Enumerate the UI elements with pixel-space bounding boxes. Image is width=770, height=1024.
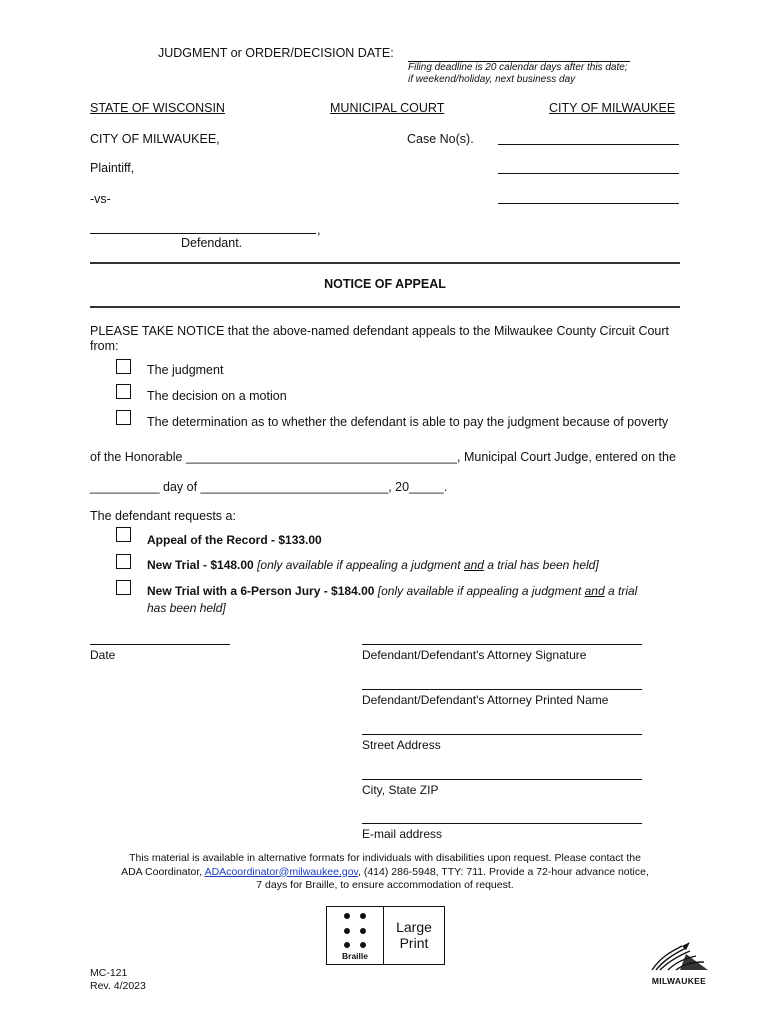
accessibility-notice [60, 852, 710, 893]
record-checkbox[interactable] [116, 527, 131, 542]
street-address-label: Street Address [362, 738, 441, 752]
city-state-zip-label: City, State ZIP [362, 783, 439, 797]
email-label: E-mail address [362, 827, 443, 841]
braille-dot-icon [360, 913, 366, 919]
city-state-zip-field[interactable] [362, 779, 642, 797]
braille-dot-icon [344, 942, 350, 948]
jury-note-b: a trial [607, 584, 638, 598]
option-record: Appeal of the Record - $133.00 [147, 533, 322, 547]
jury-and: and [584, 584, 605, 598]
option-judgment: The judgment [147, 363, 224, 377]
ada-email-link[interactable]: ADAcoordinator@milwaukee.gov [204, 865, 359, 878]
form-id: MC-121 [90, 967, 128, 979]
jury-note-a: [only available if appealing a judgment [377, 584, 582, 598]
bottom-divider [90, 306, 680, 308]
date-label: Date [90, 648, 116, 662]
date-label: JUDGMENT or ORDER/DECISION DATE: [158, 46, 394, 60]
case-number-field-2[interactable] [498, 161, 679, 174]
large-print-label-2: Print [399, 935, 429, 951]
logo-wordmark: MILWAUKEE [651, 976, 707, 986]
state-label: STATE OF WISCONSIN [90, 101, 225, 115]
top-divider [90, 262, 680, 264]
case-number-field-1[interactable] [498, 132, 679, 145]
new-trial-and: and [463, 558, 484, 572]
printed-name-label: Defendant/Defendant's Attorney Printed Name [362, 693, 609, 707]
accessibility-line-3: 7 days for Braille, to ensure accommodation of request. [256, 879, 514, 891]
defendant-comma: , [317, 223, 321, 237]
motion-checkbox[interactable] [116, 384, 131, 399]
new-trial-note-b: a trial has been held] [487, 558, 599, 572]
jury-note-c: has been held] [147, 601, 226, 615]
braille-dot-icon [360, 928, 366, 934]
ada-coordinator-label: ADA Coordinator, [121, 865, 205, 878]
large-print-panel [384, 919, 444, 951]
accessibility-line-2 [60, 866, 710, 880]
option-poverty: The determination as to whether the defendant is able to pay the judgment because of poverty [147, 415, 669, 429]
option-motion: The decision on a motion [147, 389, 287, 403]
case-no-label: Case No(s). [407, 132, 474, 146]
honorable-line[interactable]: of the Honorable _______________________________________, Municipal Court Judge, entered on the [90, 450, 676, 464]
defendant-name-field[interactable] [90, 221, 316, 234]
vs-label: -vs- [90, 192, 111, 206]
deadline-note-1: Filing deadline is 20 calendar days after this date; [408, 62, 628, 73]
email-field[interactable] [362, 823, 642, 841]
judgment-date-field[interactable] [408, 48, 630, 62]
printed-name-field[interactable] [362, 689, 642, 707]
large-print-label-1: Large [396, 919, 432, 935]
jury-trial-label: New Trial with a 6-Person Jury - $184.00 [147, 584, 375, 598]
braille-dot-icon [360, 942, 366, 948]
deadline-note-2: if weekend/holiday, next business day [408, 74, 576, 85]
braille-dot-icon [344, 913, 350, 919]
case-number-field-3[interactable] [498, 191, 679, 204]
braille-dot-icon [344, 928, 350, 934]
form-revision: Rev. 4/2023 [90, 980, 146, 992]
accessibility-line-1: This material is available in alternative formats for individuals with disabilities upon request. Please contact the [129, 852, 641, 864]
new-trial-checkbox[interactable] [116, 554, 131, 569]
braille-label: Braille [342, 951, 368, 961]
milwaukee-logo-icon [646, 940, 712, 976]
jury-trial-checkbox[interactable] [116, 580, 131, 595]
ada-contact-details: , (414) 286-5948, TTY: 711. Provide a 72-hour advance notice, [358, 865, 649, 878]
new-trial-label: New Trial - $148.00 [147, 558, 254, 572]
option-jury-trial [147, 584, 637, 598]
notice-intro: PLEASE TAKE NOTICE that the above-named defendant appeals to the Milwaukee County Circuit Court from: [90, 324, 670, 353]
signature-label: Defendant/Defendant's Attorney Signature [362, 648, 587, 662]
judgment-checkbox[interactable] [116, 359, 131, 374]
plaintiff-label: Plaintiff, [90, 161, 135, 175]
milwaukee-logo [646, 940, 712, 990]
plaintiff-name: CITY OF MILWAUKEE, [90, 132, 220, 146]
new-trial-note-a: [only available if appealing a judgment [257, 558, 461, 572]
signature-field[interactable] [362, 644, 642, 662]
court-label: MUNICIPAL COURT [330, 101, 445, 115]
requests-label: The defendant requests a: [90, 509, 236, 523]
entered-date-line[interactable]: __________ day of ___________________________, 20_____. [90, 480, 448, 494]
poverty-checkbox[interactable] [116, 410, 131, 425]
page-title: NOTICE OF APPEAL [324, 277, 446, 291]
defendant-label: Defendant. [181, 236, 243, 250]
street-address-field[interactable] [362, 734, 642, 752]
option-new-trial [147, 558, 599, 572]
city-label: CITY OF MILWAUKEE [549, 101, 676, 115]
braille-large-print-icon [326, 906, 445, 965]
braille-panel [327, 907, 384, 964]
date-field[interactable] [90, 644, 230, 662]
